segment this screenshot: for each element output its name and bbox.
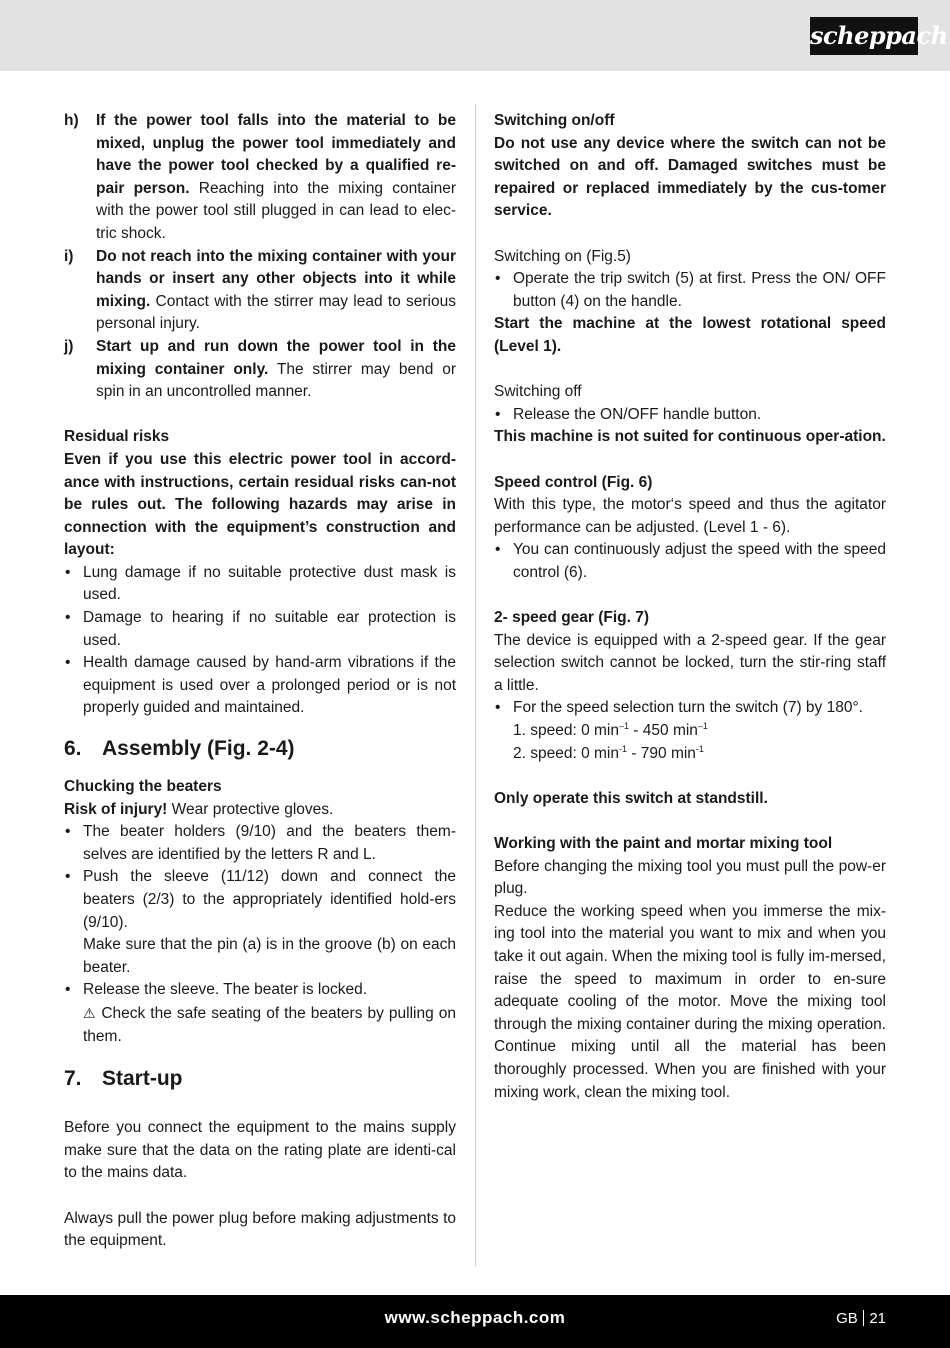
section-number: 7. [64, 1067, 82, 1091]
safety-item-i [64, 246, 456, 336]
scheppach-logo: scheppach [810, 17, 918, 55]
section-title: Start-up [102, 1067, 183, 1091]
residual-item-3: • Health damage caused by hand-arm vibrations if the equipment is used over a prolonged period or is not properly guided and maintained. [64, 652, 456, 720]
website-url: www.scheppach.com [384, 1308, 566, 1327]
section-6-heading [64, 734, 456, 764]
right-column [494, 110, 886, 1104]
risk-of-injury: Risk of injury! Wear protective gloves. [64, 800, 334, 818]
item-marker: j) [64, 337, 74, 355]
speed-control-item: • You can continuously adjust the speed with the speed control (6). [494, 539, 886, 584]
page-footer [0, 1295, 950, 1348]
residual-item-1: • Lung damage if no suitable protective dust mask is used. [64, 562, 456, 607]
startup-paragraph-1: Before you connect the equipment to the mains supply make sure that the data on the rating plate are identi-cal to the mains data. [64, 1119, 456, 1182]
section-number: 6. [64, 737, 82, 761]
gear-speed-2: 2. speed: 0 $\min^{-1} - 790$ $\min^{-1}$ [513, 743, 704, 762]
switching-on-note: Start the machine at the lowest rotational speed (Level 1). [494, 315, 886, 355]
switching-warning: Do not use any device where the switch can not be switched on and off. Damaged switches must be repaired or replaced immediately by the cus-tomer service. [494, 134, 886, 220]
item-text: The stirrer may bend or spin in an uncontrolled manner. [96, 360, 456, 401]
switching-off-label: Switching off [494, 383, 582, 401]
section-7-heading [64, 1064, 456, 1094]
switching-heading: Switching on/off [494, 112, 615, 129]
chucking-heading: Chucking the beaters [64, 778, 222, 796]
item-bold: If the power tool falls into the material to be mixed, unplug the power tool immediately and have the power tool checked by a qualified re-pair person. [96, 112, 456, 197]
residual-risks-heading: Residual risks [64, 428, 170, 446]
page-number [836, 1310, 886, 1327]
speed-gear-text: The device is equipped with a 2-speed gear. If the gear selection switch cannot be locked, turn the stir-ring staff a little. [494, 631, 886, 694]
mixing-tool-paragraph-2: Reduce the working speed when you immerse the mix-ing tool into the material you want to mix and when you take it out again. When the mixing tool is fully im-mersed, raise the speed to maximum in order to en-sure adequate cooling of the motor. Move the mixing tool through the mixing container during the mixing operation. Continue mixing until all the material has been thoroughly processed. When you are finished with your mixing work, clean the mixing tool. [494, 902, 886, 1101]
residual-item-2: • Damage to hearing if no suitable ear protection is used. [64, 607, 456, 652]
item-bold: Start up and run down the power tool in the mixing container only. [96, 337, 456, 378]
safety-item-j [64, 336, 456, 404]
chucking-item-3-note: ⚠ Check the safe seating of the beaters by pulling on them. [83, 1004, 456, 1045]
standstill-note: Only operate this switch at standstill. [494, 789, 768, 807]
chucking-item-2-note: Make sure that the pin (a) is in the groove (b) on each beater. [83, 936, 456, 976]
chucking-item-2: • Push the sleeve (11/12) down and connect the beaters (2/3) to the appropriately identified hold-ers (9/10). [64, 866, 456, 934]
separator-bar [863, 1310, 865, 1326]
column-divider [475, 104, 476, 1266]
speed-gear-heading: 2- speed gear (Fig. 7) [494, 609, 650, 627]
chucking-item-3: • Release the sleeve. The beater is locked. [64, 979, 456, 1002]
chucking-item-1: • The beater holders (9/10) and the beaters them-selves are identified by the letters R and L. [64, 821, 456, 866]
speed-gear-item: • For the speed selection turn the switch (7) by 180°. [494, 697, 886, 720]
switching-on-item: • Operate the trip switch (5) at first. Press the ON/ OFF button (4) on the handle. [494, 268, 886, 313]
item-marker: i) [64, 247, 74, 265]
warning-triangle-icon: ⚠ [83, 1004, 97, 1021]
left-column [64, 110, 456, 1253]
startup-paragraph-2: Always pull the power plug before making adjustments to the equipment. [64, 1209, 456, 1250]
mixing-tool-paragraph-1: Before changing the mixing tool you must pull the pow-er plug. [494, 857, 886, 898]
speed-control-heading: Speed control (Fig. 6) [494, 473, 653, 491]
continuous-operation-note: This machine is not suited for continuous oper-ation. [494, 428, 886, 446]
residual-risks-intro: Even if you use this electric power tool in accord-ance with instructions, certain residual risks can-not be rules out. The following hazards may arise in connection with the equipment’s construction and layout: [64, 450, 456, 559]
switching-on-label: Switching on (Fig.5) [494, 247, 631, 265]
page-number-value: 21 [869, 1310, 886, 1327]
item-marker: h) [64, 112, 79, 129]
item-text: Reaching into the mixing container with the power tool still plugged in can lead to elec-tric shock. [96, 179, 456, 242]
switching-off-item: • Release the ON/OFF handle button. [494, 404, 886, 427]
item-text: Contact with the stirrer may lead to serious personal injury. [96, 292, 456, 333]
gear-speed-1: 1. speed: 0 $\min^{-1} - 450$ $\min^{-1}$ [513, 721, 708, 740]
speed-control-text: With this type, the motor‘s speed and thus the agitator performance can be adjusted. (Level 1 - 6). [494, 496, 886, 536]
item-bold: Do not reach into the mixing container with your hands or insert any other objects into it while mixing. [96, 247, 456, 310]
safety-item-h [64, 110, 456, 246]
mixing-tool-heading: Working with the paint and mortar mixing tool [494, 835, 833, 852]
page-header [0, 0, 950, 71]
section-title: Assembly (Fig. 2-4) [102, 737, 295, 761]
language-code: GB [836, 1310, 858, 1327]
